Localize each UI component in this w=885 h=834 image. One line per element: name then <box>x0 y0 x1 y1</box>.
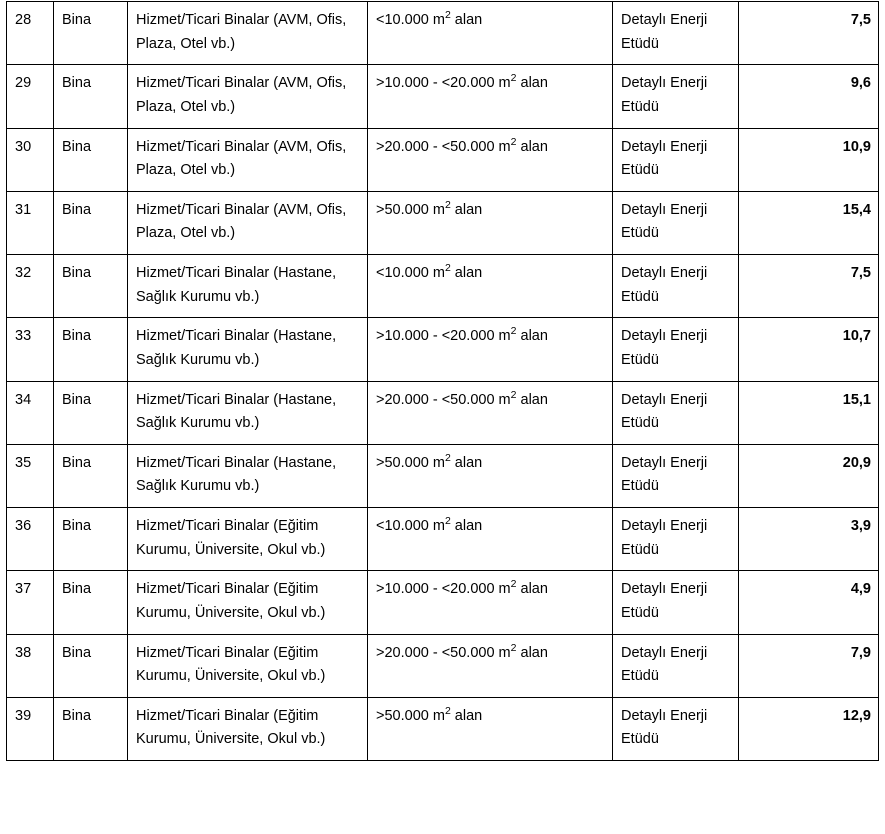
row-method-cell: Detaylı Enerji Etüdü <box>613 381 739 444</box>
row-number-cell: 39 <box>7 697 54 760</box>
area-unit-superscript: 2 <box>510 388 517 401</box>
area-prefix: >50.000 m <box>376 454 445 471</box>
row-area-cell <box>368 571 613 634</box>
area-unit-superscript: 2 <box>444 451 451 464</box>
row-type-cell: Bina <box>54 65 128 128</box>
area-prefix: >50.000 m <box>376 707 445 724</box>
row-area-cell <box>368 381 613 444</box>
row-number-cell: 33 <box>7 318 54 381</box>
row-area-cell <box>368 318 613 381</box>
area-unit-superscript: 2 <box>444 515 451 528</box>
area-unit-superscript: 2 <box>510 72 517 85</box>
row-method-cell: Detaylı Enerji Etüdü <box>613 255 739 318</box>
area-unit-superscript: 2 <box>510 641 517 654</box>
row-value-cell: 15,4 <box>739 191 879 254</box>
row-type-cell: Bina <box>54 381 128 444</box>
row-number-cell: 31 <box>7 191 54 254</box>
row-area-cell <box>368 634 613 697</box>
row-type-cell: Bina <box>54 571 128 634</box>
row-area-cell <box>368 697 613 760</box>
row-type-cell: Bina <box>54 128 128 191</box>
area-prefix: >10.000 - <20.000 m <box>376 581 511 598</box>
row-number-cell: 34 <box>7 381 54 444</box>
area-suffix: alan <box>450 518 483 534</box>
row-value-cell: 12,9 <box>739 697 879 760</box>
row-method-cell: Detaylı Enerji Etüdü <box>613 697 739 760</box>
row-description-cell: Hizmet/Ticari Binalar (Hastane, Sağlık Kurumu vb.) <box>128 255 368 318</box>
area-suffix: alan <box>450 454 483 471</box>
row-area-cell <box>368 191 613 254</box>
row-number-cell: 36 <box>7 508 54 571</box>
row-value-cell: 4,9 <box>739 571 879 634</box>
table-row <box>7 65 879 128</box>
row-number-cell: 35 <box>7 444 54 507</box>
row-number-cell: 29 <box>7 65 54 128</box>
table-row <box>7 381 879 444</box>
row-area-cell <box>368 444 613 507</box>
table-row <box>7 634 879 697</box>
row-number-cell: 32 <box>7 255 54 318</box>
row-method-cell: Detaylı Enerji Etüdü <box>613 128 739 191</box>
row-method-cell: Detaylı Enerji Etüdü <box>613 2 739 65</box>
row-type-cell: Bina <box>54 697 128 760</box>
area-suffix: alan <box>516 644 548 661</box>
row-area-cell <box>368 65 613 128</box>
row-method-cell: Detaylı Enerji Etüdü <box>613 318 739 381</box>
row-area-cell <box>368 128 613 191</box>
row-type-cell: Bina <box>54 634 128 697</box>
table-row <box>7 128 879 191</box>
row-number-cell: 38 <box>7 634 54 697</box>
area-prefix: <10.000 m <box>376 265 445 281</box>
row-area-cell <box>368 2 613 65</box>
row-method-cell: Detaylı Enerji Etüdü <box>613 191 739 254</box>
area-suffix: alan <box>450 201 483 218</box>
row-description-cell: Hizmet/Ticari Binalar (Hastane, Sağlık Kurumu vb.) <box>128 318 368 381</box>
row-method-cell: Detaylı Enerji Etüdü <box>613 508 739 571</box>
row-area-cell <box>368 508 613 571</box>
row-value-cell: 10,9 <box>739 128 879 191</box>
row-description-cell: Hizmet/Ticari Binalar (AVM, Ofis, Plaza, Otel vb.) <box>128 2 368 65</box>
area-unit-superscript: 2 <box>444 704 451 717</box>
row-type-cell: Bina <box>54 444 128 507</box>
area-prefix: >10.000 - <20.000 m <box>376 328 511 345</box>
area-suffix: alan <box>516 328 548 345</box>
table-row <box>7 318 879 381</box>
table-row <box>7 444 879 507</box>
area-prefix: >20.000 - <50.000 m <box>376 391 511 408</box>
table-row <box>7 255 879 318</box>
area-prefix: >20.000 - <50.000 m <box>376 138 511 155</box>
area-unit-superscript: 2 <box>510 325 517 338</box>
row-type-cell: Bina <box>54 508 128 571</box>
table-row <box>7 697 879 760</box>
energy-audit-table <box>6 1 879 761</box>
area-suffix: alan <box>516 75 548 92</box>
area-prefix: <10.000 m <box>376 12 445 28</box>
area-prefix: <10.000 m <box>376 518 445 534</box>
area-suffix: alan <box>450 265 483 281</box>
row-value-cell: 7,5 <box>739 255 879 318</box>
row-value-cell: 3,9 <box>739 508 879 571</box>
row-value-cell: 20,9 <box>739 444 879 507</box>
row-value-cell: 15,1 <box>739 381 879 444</box>
row-value-cell: 7,5 <box>739 2 879 65</box>
area-suffix: alan <box>516 581 548 598</box>
area-suffix: alan <box>450 707 483 724</box>
row-description-cell: Hizmet/Ticari Binalar (Hastane, Sağlık Kurumu vb.) <box>128 381 368 444</box>
area-unit-superscript: 2 <box>444 198 451 211</box>
row-type-cell: Bina <box>54 255 128 318</box>
row-description-cell: Hizmet/Ticari Binalar (Eğitim Kurumu, Üniversite, Okul vb.) <box>128 634 368 697</box>
row-description-cell: Hizmet/Ticari Binalar (Eğitim Kurumu, Üniversite, Okul vb.) <box>128 697 368 760</box>
row-type-cell: Bina <box>54 2 128 65</box>
row-value-cell: 7,9 <box>739 634 879 697</box>
row-description-cell: Hizmet/Ticari Binalar (Hastane, Sağlık Kurumu vb.) <box>128 444 368 507</box>
row-description-cell: Hizmet/Ticari Binalar (AVM, Ofis, Plaza, Otel vb.) <box>128 191 368 254</box>
area-unit-superscript: 2 <box>444 9 451 22</box>
row-number-cell: 30 <box>7 128 54 191</box>
row-method-cell: Detaylı Enerji Etüdü <box>613 634 739 697</box>
row-description-cell: Hizmet/Ticari Binalar (AVM, Ofis, Plaza, Otel vb.) <box>128 65 368 128</box>
table-body <box>7 2 879 761</box>
row-value-cell: 10,7 <box>739 318 879 381</box>
row-value-cell: 9,6 <box>739 65 879 128</box>
table-row <box>7 2 879 65</box>
row-method-cell: Detaylı Enerji Etüdü <box>613 444 739 507</box>
row-description-cell: Hizmet/Ticari Binalar (Eğitim Kurumu, Üniversite, Okul vb.) <box>128 508 368 571</box>
row-method-cell: Detaylı Enerji Etüdü <box>613 65 739 128</box>
area-suffix: alan <box>450 12 483 28</box>
table-row <box>7 508 879 571</box>
area-prefix: >10.000 - <20.000 m <box>376 75 511 92</box>
row-number-cell: 28 <box>7 2 54 65</box>
row-method-cell: Detaylı Enerji Etüdü <box>613 571 739 634</box>
row-description-cell: Hizmet/Ticari Binalar (Eğitim Kurumu, Üniversite, Okul vb.) <box>128 571 368 634</box>
row-type-cell: Bina <box>54 191 128 254</box>
row-area-cell <box>368 255 613 318</box>
table-row <box>7 571 879 634</box>
area-unit-superscript: 2 <box>444 262 451 275</box>
row-number-cell: 37 <box>7 571 54 634</box>
area-unit-superscript: 2 <box>510 135 517 148</box>
area-prefix: >50.000 m <box>376 201 445 218</box>
area-suffix: alan <box>516 391 548 408</box>
table-row <box>7 191 879 254</box>
area-suffix: alan <box>516 138 548 155</box>
row-description-cell: Hizmet/Ticari Binalar (AVM, Ofis, Plaza, Otel vb.) <box>128 128 368 191</box>
area-prefix: >20.000 - <50.000 m <box>376 644 511 661</box>
row-type-cell: Bina <box>54 318 128 381</box>
area-unit-superscript: 2 <box>510 578 517 591</box>
